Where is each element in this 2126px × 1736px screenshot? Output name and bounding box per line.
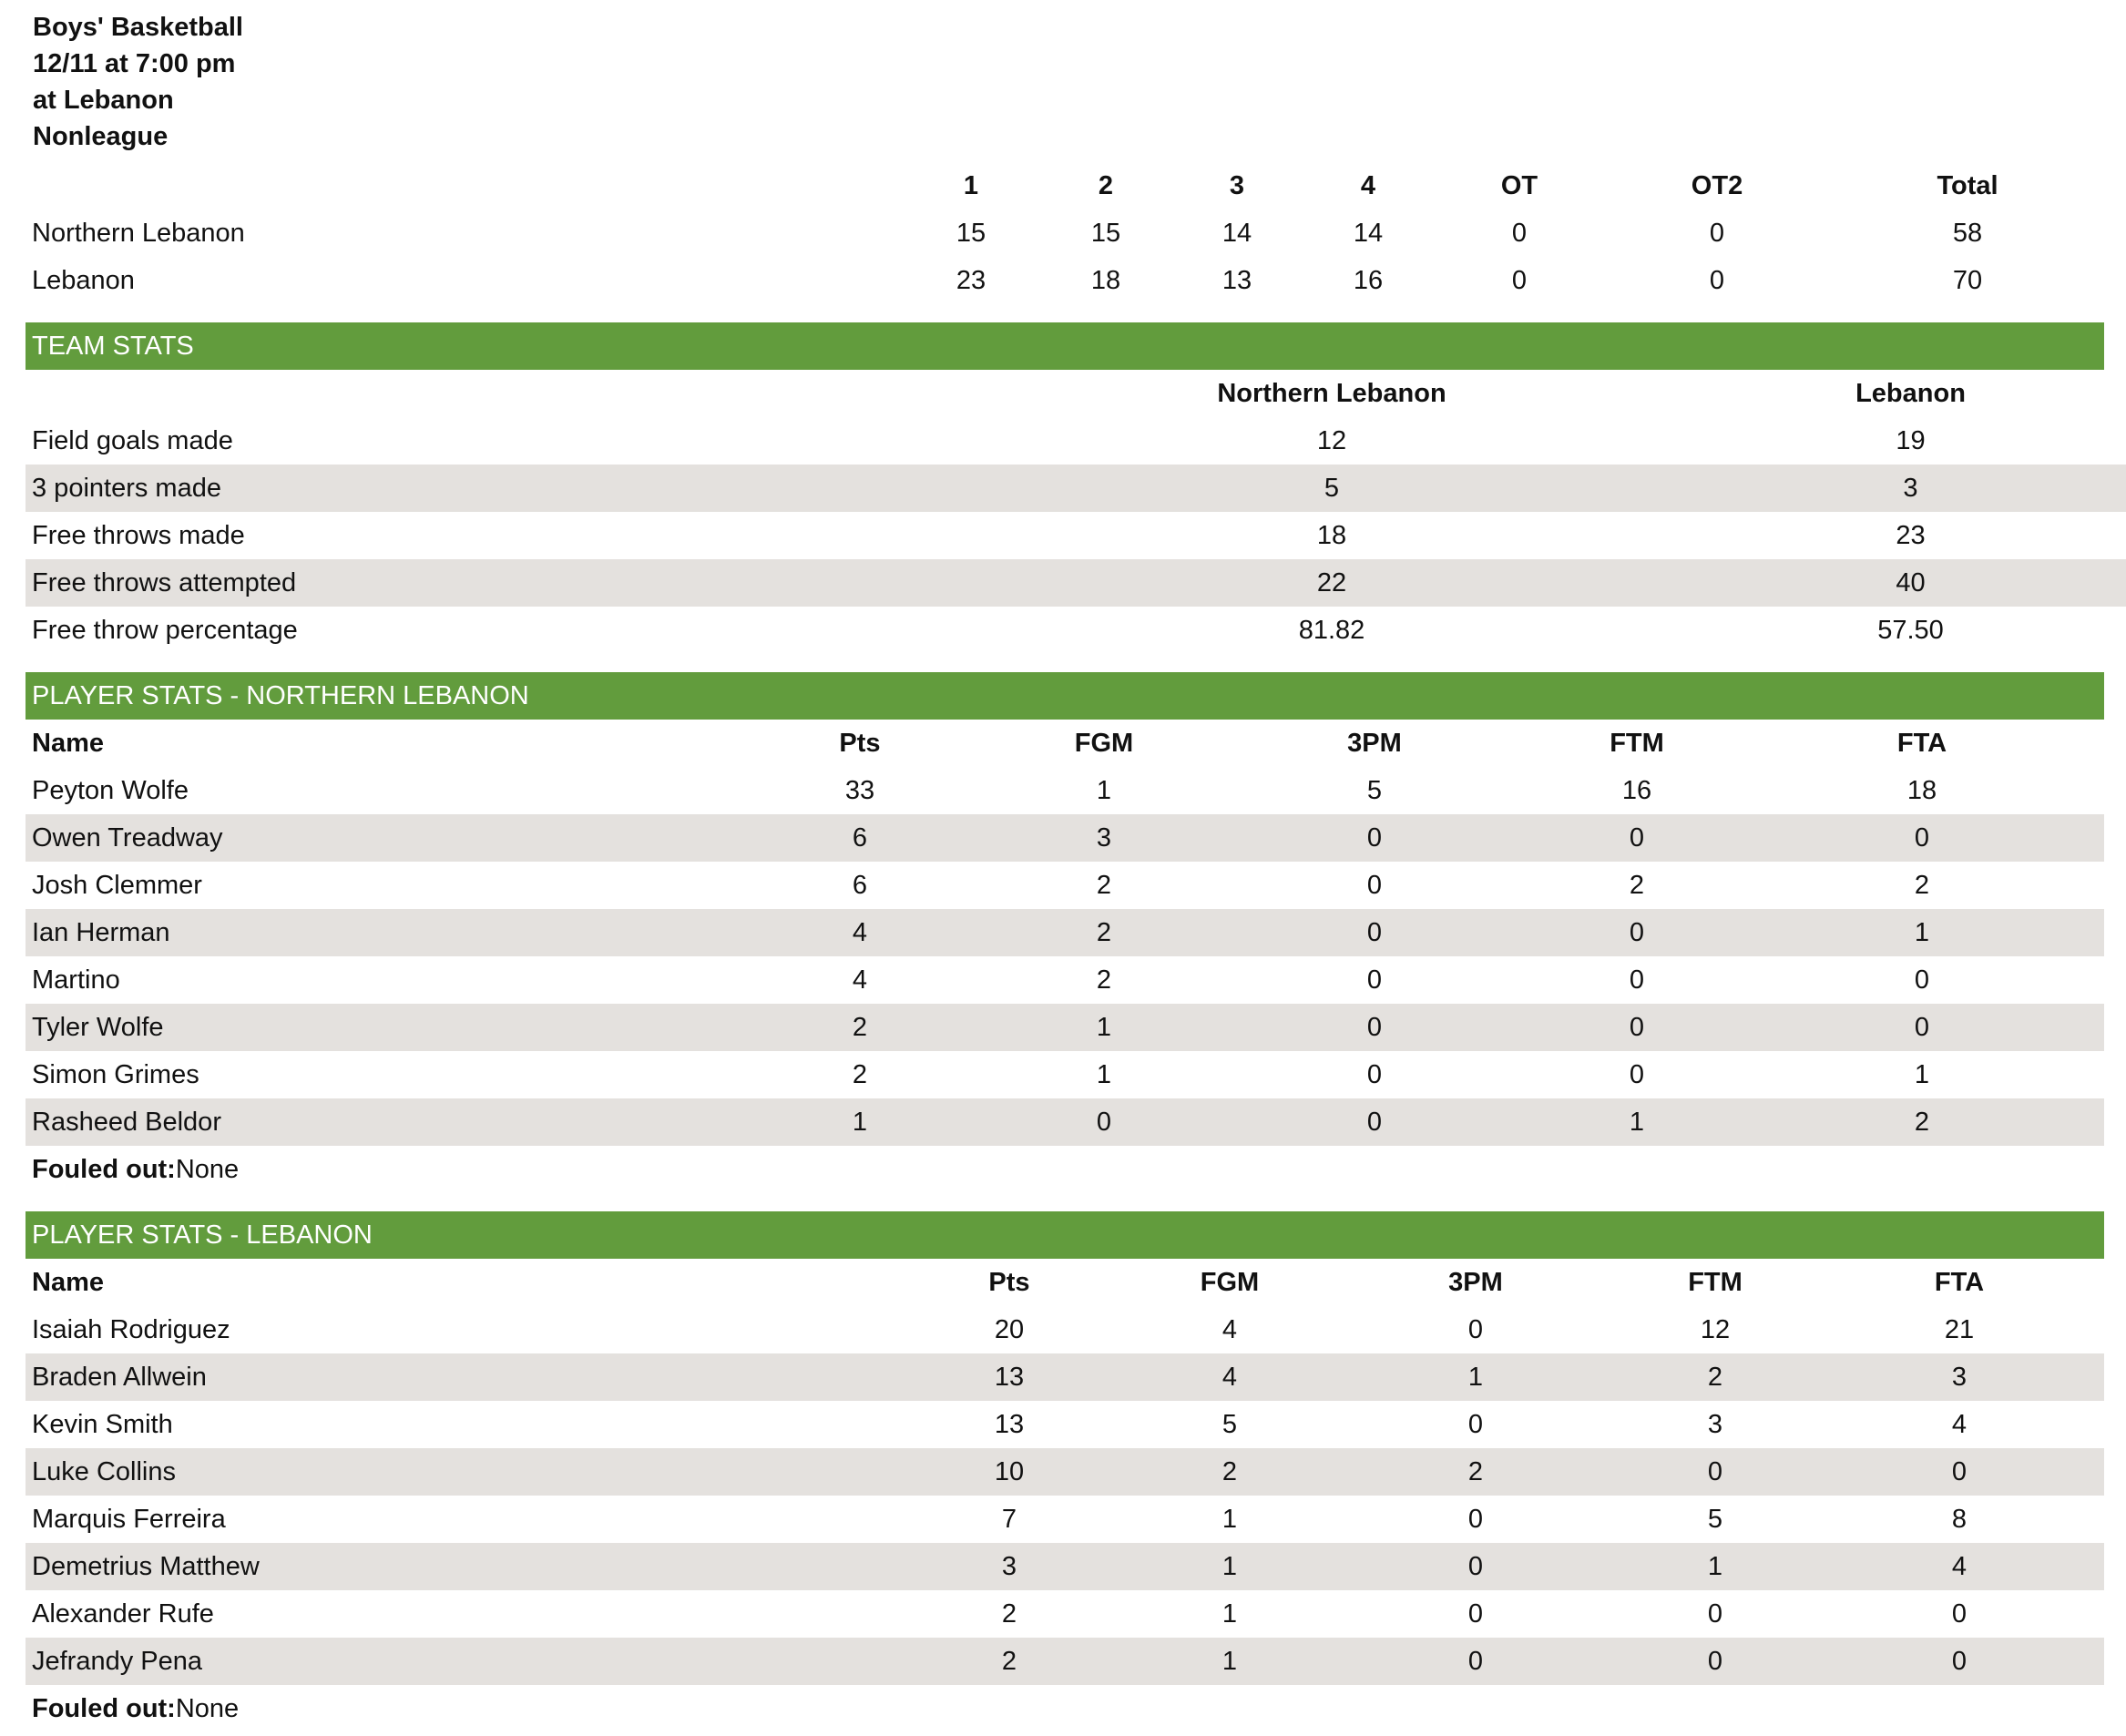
team-stat-row: [26, 559, 2126, 607]
column-header: FTA: [1934, 1267, 1985, 1297]
player-stats-header-row: [26, 720, 2104, 767]
player-row: [26, 1004, 2104, 1051]
stat-value: 81.82: [1298, 615, 1365, 645]
fouled-out-nl: [32, 1146, 239, 1193]
quarter-score: 0: [1511, 265, 1528, 295]
player-stat: 0: [1740, 814, 2104, 862]
team-stats-header-row: [26, 370, 2126, 417]
player-stat: 0: [1616, 1448, 1814, 1496]
column-header: FGM: [1200, 1267, 1260, 1297]
player-name: Rasheed Beldor: [26, 1098, 727, 1146]
player-stat: 0: [1534, 909, 1740, 956]
player-stat: 0: [1467, 1314, 1484, 1344]
player-stat: 5: [1707, 1504, 1723, 1534]
quarter-score: 14: [1353, 218, 1384, 248]
column-header: FGM: [1074, 728, 1134, 758]
sport-title: Boys' Basketball: [33, 13, 243, 42]
player-stat: 20: [994, 1314, 1025, 1344]
player-stat: 0: [993, 1098, 1215, 1146]
player-stat: 2: [1096, 870, 1112, 900]
player-stat: 0: [1616, 1638, 1814, 1685]
player-stats-nl-section-header: PLAYER STATS - NORTHERN LEBANON: [26, 672, 2104, 720]
player-row: [26, 1496, 2104, 1543]
player-stat: 4: [727, 909, 993, 956]
player-row: [26, 1098, 2104, 1146]
column-header: Name: [32, 1267, 104, 1297]
player-stat: 3: [1707, 1409, 1723, 1439]
column-header: Pts: [988, 1267, 1030, 1297]
column-header: FTM: [1610, 728, 1664, 758]
player-name: Ian Herman: [26, 909, 727, 956]
stat-value: 5: [1043, 465, 1620, 512]
stat-value: 40: [1620, 559, 2126, 607]
scoreboard-row: [26, 257, 2104, 304]
team-stat-row: [26, 607, 2126, 654]
team-stats-table: [26, 370, 2126, 654]
player-stats-leb-table: [26, 1259, 2104, 1685]
player-stat: 0: [1215, 1098, 1534, 1146]
player-row: [26, 909, 2104, 956]
stat-value: 57.50: [1877, 615, 1944, 645]
stat-label: Free throw percentage: [32, 615, 298, 645]
player-name: Braden Allwein: [26, 1353, 894, 1401]
player-name: Martino: [32, 965, 120, 995]
player-name: Kevin Smith: [32, 1409, 173, 1439]
player-stat: 0: [1467, 1598, 1484, 1629]
player-name: Tyler Wolfe: [26, 1004, 727, 1051]
scoreboard-header-row: [26, 162, 2104, 209]
player-name: Simon Grimes: [32, 1059, 199, 1089]
team-stats-section-header: TEAM STATS: [26, 322, 2104, 370]
fouled-out-label: Fouled out:: [32, 1155, 176, 1184]
player-stats-header-row: [26, 1259, 2104, 1306]
player-stat: 0: [1366, 1059, 1383, 1089]
player-stat: 0: [1707, 1598, 1723, 1629]
player-stat: 7: [1001, 1504, 1017, 1534]
player-stat: 2: [1740, 1098, 2104, 1146]
player-row: [26, 1306, 2104, 1353]
stat-value: 3: [1620, 465, 2126, 512]
player-stat: 2: [894, 1638, 1124, 1685]
stat-value: 18: [1316, 520, 1347, 550]
player-stat: 4: [1951, 1409, 1968, 1439]
player-stat: 1: [993, 1004, 1215, 1051]
quarter-score: 18: [1090, 265, 1121, 295]
total-header: Total: [1937, 170, 1998, 200]
quarter-score: 16: [1353, 265, 1384, 295]
fouled-out-label: Fouled out:: [32, 1694, 176, 1723]
player-row: [26, 956, 2104, 1004]
quarter-header: 3: [1229, 170, 1245, 200]
player-row: [26, 1590, 2104, 1638]
player-stat: 1: [1221, 1598, 1238, 1629]
player-name: Josh Clemmer: [32, 870, 202, 900]
team-name: Northern Lebanon: [32, 218, 245, 248]
player-stat: 2: [1335, 1448, 1616, 1496]
player-stat: 2: [1629, 870, 1645, 900]
quarter-header: 4: [1360, 170, 1376, 200]
quarter-score: 15: [956, 218, 986, 248]
quarter-header: 1: [963, 170, 979, 200]
quarter-header: OT2: [1691, 170, 1743, 200]
player-stat: 0: [1467, 1409, 1484, 1439]
player-stat: 0: [1629, 1059, 1645, 1089]
player-stat: 1: [1124, 1543, 1335, 1590]
player-stat: 0: [1467, 1504, 1484, 1534]
player-stat: 16: [1621, 775, 1652, 805]
player-stat: 5: [1366, 775, 1383, 805]
player-stat: 0: [1914, 965, 1930, 995]
player-stat: 2: [1124, 1448, 1335, 1496]
player-stat: 13: [894, 1353, 1124, 1401]
player-stat: 0: [1215, 1004, 1534, 1051]
player-stat: 1: [1616, 1543, 1814, 1590]
player-stat: 10: [894, 1448, 1124, 1496]
player-stat: 1: [1740, 909, 2104, 956]
player-row: [26, 1638, 2104, 1685]
team-stat-row: [26, 417, 2126, 465]
fouled-out-value: None: [175, 1155, 240, 1184]
player-stats-nl-table: [26, 720, 2104, 1146]
column-header: 3PM: [1347, 728, 1402, 758]
stat-value: 22: [1043, 559, 1620, 607]
player-stat: 1: [1914, 1059, 1930, 1089]
player-stat: 21: [1944, 1314, 1975, 1344]
player-stat: 0: [1814, 1448, 2104, 1496]
quarter-score: 15: [1090, 218, 1121, 248]
player-stat: 13: [994, 1409, 1025, 1439]
stat-value: 19: [1896, 425, 1926, 455]
fouled-out-leb: [32, 1685, 239, 1732]
quarter-score: 0: [1709, 265, 1725, 295]
player-name: Alexander Rufe: [32, 1598, 214, 1629]
player-stat: 18: [1906, 775, 1937, 805]
quarter-header: OT: [1500, 170, 1538, 200]
player-name: Demetrius Matthew: [26, 1543, 894, 1590]
player-row: [26, 1448, 2104, 1496]
player-stat: 0: [1534, 814, 1740, 862]
player-row: [26, 1353, 2104, 1401]
player-name: Marquis Ferreira: [32, 1504, 226, 1534]
player-stat: 4: [1221, 1314, 1238, 1344]
quarter-score: 23: [956, 265, 986, 295]
player-stat: 3: [1814, 1353, 2104, 1401]
player-stat: 1: [1534, 1098, 1740, 1146]
quarter-score: 0: [1709, 218, 1725, 248]
player-name: Peyton Wolfe: [32, 775, 189, 805]
player-stat: 33: [844, 775, 875, 805]
player-row: [26, 814, 2104, 862]
player-stat: 5: [1221, 1409, 1238, 1439]
team-header: Lebanon: [1855, 378, 1966, 408]
column-header: Pts: [839, 728, 881, 758]
scoreboard-team-header: [26, 162, 904, 209]
scoreboard-table: [26, 162, 2104, 304]
game-type: Nonleague: [33, 122, 169, 151]
player-stat: 2: [1914, 870, 1930, 900]
scoreboard-row: [26, 209, 2104, 257]
team-stat-row: [26, 512, 2126, 559]
player-row: [26, 1051, 2104, 1098]
player-stat: 2: [1001, 1598, 1017, 1629]
player-stat: 2: [852, 1059, 868, 1089]
player-stat: 0: [1366, 870, 1383, 900]
game-location: at Lebanon: [33, 86, 174, 115]
player-stat: 0: [1814, 1638, 2104, 1685]
stat-label: 3 pointers made: [26, 465, 1043, 512]
player-stat: 0: [1335, 1638, 1616, 1685]
player-stat: 12: [1700, 1314, 1731, 1344]
player-stat: 0: [1534, 1004, 1740, 1051]
stat-label: Free throws attempted: [26, 559, 1043, 607]
player-stat: 4: [852, 965, 868, 995]
player-stat: 3: [993, 814, 1215, 862]
player-stat: 2: [1616, 1353, 1814, 1401]
game-info: [33, 9, 243, 155]
total-score: 70: [1952, 265, 1983, 295]
player-name: Owen Treadway: [26, 814, 727, 862]
team-name: Lebanon: [32, 265, 135, 295]
stat-value: 23: [1896, 520, 1926, 550]
player-stat: 6: [727, 814, 993, 862]
team-header: Northern Lebanon: [1217, 378, 1446, 408]
player-stat: 0: [1215, 814, 1534, 862]
player-stat: 8: [1951, 1504, 1968, 1534]
player-stat: 1: [1096, 1059, 1112, 1089]
quarter-score: 14: [1221, 218, 1252, 248]
quarter-score: 0: [1511, 218, 1528, 248]
player-stat: 1: [727, 1098, 993, 1146]
stat-label-header: [26, 370, 1043, 417]
player-row: [26, 767, 2104, 814]
column-header: 3PM: [1448, 1267, 1503, 1297]
player-stat: 2: [727, 1004, 993, 1051]
player-stat: 1: [1221, 1504, 1238, 1534]
player-stat: 6: [852, 870, 868, 900]
column-header: FTM: [1688, 1267, 1743, 1297]
game-datetime: 12/11 at 7:00 pm: [33, 49, 236, 78]
player-stats-leb-section-header: PLAYER STATS - LEBANON: [26, 1211, 2104, 1259]
column-header: Name: [32, 728, 104, 758]
player-stat: 4: [1814, 1543, 2104, 1590]
player-stat: 0: [1215, 909, 1534, 956]
player-name: Jefrandy Pena: [26, 1638, 894, 1685]
player-stat: 0: [1629, 965, 1645, 995]
player-name: Isaiah Rodriguez: [32, 1314, 230, 1344]
player-stat: 1: [1124, 1638, 1335, 1685]
player-stat: 3: [894, 1543, 1124, 1590]
stat-label: Free throws made: [32, 520, 245, 550]
quarter-header: 2: [1098, 170, 1114, 200]
player-row: [26, 1401, 2104, 1448]
player-stat: 4: [1124, 1353, 1335, 1401]
player-stat: 0: [1951, 1598, 1968, 1629]
stat-value: 12: [1316, 425, 1347, 455]
player-name: Luke Collins: [26, 1448, 894, 1496]
player-row: [26, 1543, 2104, 1590]
player-stat: 0: [1335, 1543, 1616, 1590]
total-score: 58: [1952, 218, 1983, 248]
stat-label: Field goals made: [32, 425, 233, 455]
fouled-out-value: None: [175, 1694, 240, 1723]
player-stat: 1: [1335, 1353, 1616, 1401]
column-header: FTA: [1896, 728, 1947, 758]
player-stat: 2: [993, 909, 1215, 956]
player-row: [26, 862, 2104, 909]
player-stat: 0: [1740, 1004, 2104, 1051]
player-stat: 0: [1366, 965, 1383, 995]
quarter-score: 13: [1221, 265, 1252, 295]
team-stat-row: [26, 465, 2126, 512]
player-stat: 1: [1096, 775, 1112, 805]
player-stat: 2: [1096, 965, 1112, 995]
